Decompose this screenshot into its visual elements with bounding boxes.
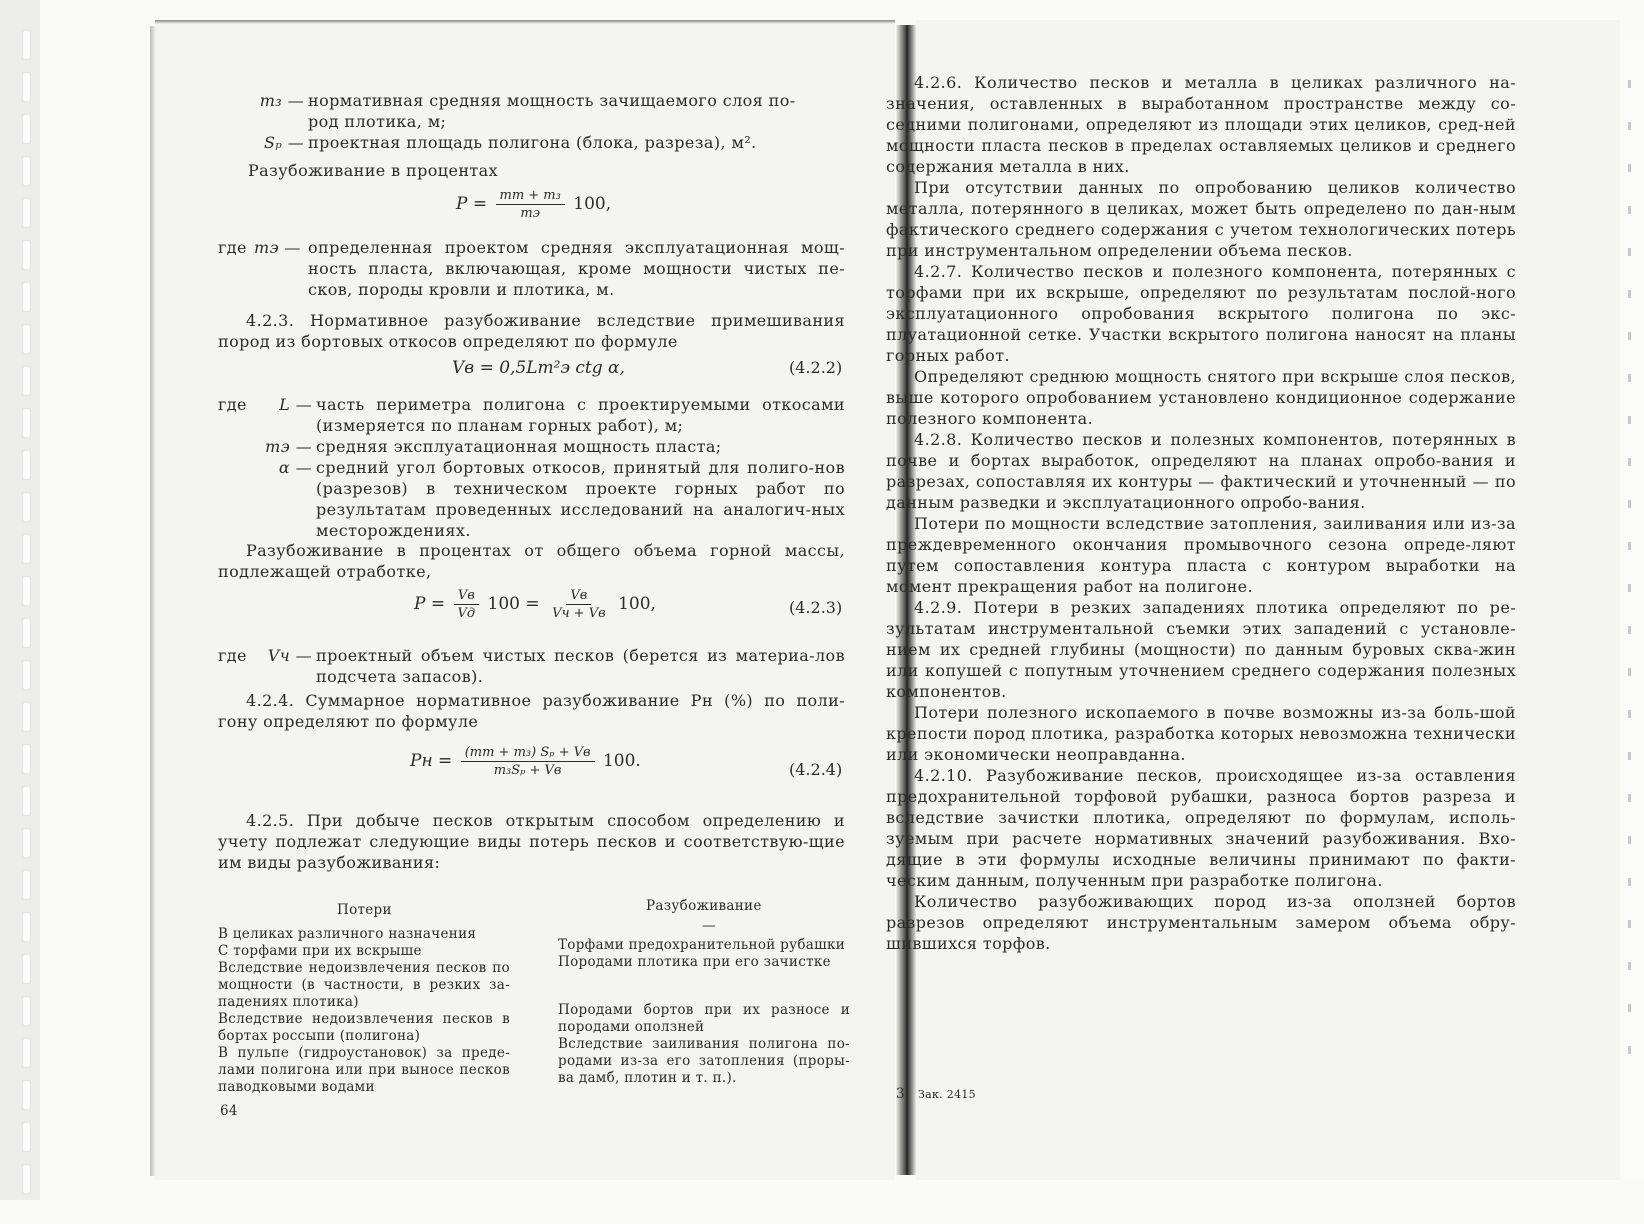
definition-text: средняя эксплуатационная мощность пласта; (316, 437, 722, 456)
equation-number: (4.2.2) (789, 358, 843, 377)
binding-hole (22, 156, 31, 186)
margin-tick (1628, 290, 1631, 298)
binding-hole (22, 72, 31, 102)
dilution-total-volume: Разубоживание в процентах от общего объема горной массы, подлежащей отработке, (218, 541, 845, 581)
formula-4-2-2: Vв = 0,5Lm²э ctg α, (452, 358, 625, 378)
binding-hole (22, 534, 31, 564)
formula-lhs: P = (456, 194, 488, 214)
definition-term: α — (278, 458, 312, 477)
dilution-column-header: Разубоживание (646, 898, 762, 914)
formula-fraction (454, 588, 480, 621)
definition-term (220, 111, 308, 132)
margin-tick (1628, 1046, 1631, 1054)
where-word: где (218, 395, 247, 414)
where-block-2 (218, 394, 845, 541)
where-word (218, 436, 254, 457)
definition-row (220, 111, 845, 132)
definition-row (218, 457, 845, 541)
binding-hole (22, 114, 31, 144)
paragraph-4-2-8: 4.2.8. Количество песков и полезных компонентов, потерянных в почве и бортах выработок, определяют на планах опробо-вания и разрезах, сопоставляя их контуры — фактический и уточненный — по данным разведки и эксплуатационного опробо-вания. (886, 430, 1516, 512)
definition-text: проектный объем чистых песков (берется из материа-лов подсчета запасов). (316, 646, 845, 686)
definition-row (218, 394, 845, 436)
footer-signature-number: 3 (896, 1086, 905, 1102)
definition-text: средний угол бортовых откосов, принятый для полиго-нов (разрезов) в техническом проекте горных работ по результатам проведенных исследований на аналогич-ных месторождениях. (316, 458, 845, 540)
margin-tick (1628, 962, 1631, 970)
binding-hole (22, 282, 31, 312)
definition-term: Vч — (267, 646, 312, 665)
paragraph: Потери полезного ископаемого в почве возможны из-за боль-шой крепости пород плотика, разработка которых невозможна технически или экономически неоправданна. (886, 703, 1516, 764)
definition-term: mэ — (254, 238, 301, 257)
margin-tick (1628, 500, 1631, 508)
right-page-text (886, 72, 1516, 954)
binding-hole (22, 366, 31, 396)
definition-row (218, 436, 845, 457)
binding-hole (22, 1080, 31, 1110)
fraction-denominator: Vч + Vв (552, 606, 606, 621)
binding-hole (22, 828, 31, 858)
definition-list-top (220, 90, 845, 153)
dilution-percent-heading: Разубоживание в процентах (248, 161, 498, 180)
margin-tick (1628, 626, 1631, 634)
losses-column: В целиках различного назначения С торфами при их вскрыше Вследствие недоизвлечения песков по мощности (в частности, в резких за-падениях плотика) Вследствие недоизвлечения песков в бортах россыпи (полигона) В пульпе (гидроустановок) за преде-лами полигона или при выносе песков паводковыми водами (218, 926, 510, 1095)
formula-dilution-percent (456, 188, 611, 221)
definition-term: L — (279, 395, 312, 414)
binding-hole (22, 1164, 31, 1194)
binding-hole (22, 744, 31, 774)
binding-hole (22, 30, 31, 60)
formula-lhs: P = (414, 594, 446, 614)
definition-term: mэ — (265, 437, 312, 456)
definition-text: нормативная средняя мощность зачищаемого слоя по- (308, 91, 796, 110)
margin-tick (1628, 794, 1631, 802)
binding-hole (22, 408, 31, 438)
fraction-denominator: m₃Sₚ + Vв (493, 763, 562, 778)
formula-4-2-3 (414, 588, 656, 621)
margin-tick (1628, 878, 1631, 886)
binding-hole (22, 618, 31, 648)
binding-hole (22, 954, 31, 984)
paragraph-4-2-10: 4.2.10. Разубоживание песков, происходящее из-за оставления предохранительной торфовой рубашки, разноса бортов разреза и вследствие зачистки плотика, определяют по формулам, исполь-зуемым при расчете нормативных значений разубоживания. Вхо-дящие в эти формулы исходные величины принимают по факти-ческим данным, полученным при разработке полигона. (886, 766, 1516, 890)
binding-hole (22, 870, 31, 900)
margin-tick (1628, 332, 1631, 340)
right-margin-strip (1622, 40, 1644, 1180)
margin-tick (1628, 836, 1631, 844)
margin-tick (1628, 206, 1631, 214)
margin-tick (1628, 542, 1631, 550)
margin-tick (1628, 710, 1631, 718)
binding-hole (22, 324, 31, 354)
margin-tick (1628, 752, 1631, 760)
margin-tick (1628, 164, 1631, 172)
definition-text: часть периметра полигона с проектируемыми откосами (измеряется по планам горных работ), м; (316, 395, 845, 435)
footer-order-number: Зак. 2415 (918, 1088, 976, 1101)
paragraph: При отсутствии данных по опробованию целиков количество металла, потерянного в целиках, может быть определено по дан-ным фактического среднего содержания с учетом технологических потерь при инструментальном определении объема песков. (886, 178, 1516, 260)
binding-hole (22, 1122, 31, 1152)
margin-tick (1628, 458, 1631, 466)
binding-hole (22, 660, 31, 690)
dilution-column-group-1: Торфами предохранительной рубашки Породами плотика при его зачистке (558, 937, 845, 970)
left-page-top-edge (155, 20, 895, 24)
definition-term: Sₚ — (263, 133, 304, 152)
where-word (218, 457, 254, 541)
definition-row (220, 132, 845, 153)
binding-hole (22, 702, 31, 732)
where-word: где (218, 238, 247, 257)
left-page-edge (150, 26, 156, 1176)
equation-number: (4.2.3) (789, 598, 843, 617)
where-block-1 (218, 237, 845, 300)
binding-strip (0, 0, 40, 1200)
formula-tail: 100, (618, 594, 656, 614)
where-block-3 (218, 645, 845, 687)
margin-tick (1628, 584, 1631, 592)
margin-tick (1628, 668, 1631, 676)
fraction-denominator: Vд (457, 606, 476, 621)
binding-hole (22, 996, 31, 1026)
paragraph: Потери по мощности вследствие затопления, заиливания или из-за преждевременного окончания промывочного сезона опреде-ляют путем сопоставления контура пласта с контуром выработки на момент прекращения работ на полигоне. (886, 514, 1516, 596)
binding-hole (22, 492, 31, 522)
fraction-denominator: mэ (520, 206, 540, 221)
formula-middle: 100 = (487, 594, 540, 614)
dilution-column-group-2: Породами бортов при их разносе и породами оползней Вследствие заиливания полигона по-родами из-за его затопления (проры-ва дамб, плотин и т. п.). (558, 1002, 850, 1086)
losses-column-header: Потери (337, 902, 392, 918)
fraction-numerator: Vв (454, 588, 479, 605)
formula-tail: 100, (573, 194, 612, 214)
dilution-dash: — (702, 918, 716, 934)
formula-4-2-4 (410, 745, 641, 778)
equation-number: (4.2.4) (789, 760, 843, 779)
formula-lhs: Pн = (410, 751, 453, 771)
fraction-numerator: (mт + m₃) Sₚ + Vв (461, 745, 595, 762)
paragraph-4-2-9: 4.2.9. Потери в резких западениях плотика определяют по ре-зультатам инструментальной съемки этих западений с установле-нием их средней глубины (мощности) по данным буровых сква-жин или копушей с попутным уточнением среднего содержания полезных компонентов. (886, 598, 1516, 701)
paragraph: Количество разубоживающих пород из-за оползней бортов разрезов определяют инструментальным замером объема обру-шившихся торфов. (886, 892, 1516, 953)
where-word: где (218, 646, 247, 665)
paragraph-4-2-7: 4.2.7. Количество песков и полезного компонента, потерянных с торфами при их вскрыше, определяют по результатам послой-ного эксплуатационного опробования вскрытого полигона по экс-плуатационной сетке. Участки вскрытого полигона наносят на планы горных работ. (886, 262, 1516, 365)
binding-hole (22, 198, 31, 228)
section-4-2-4: 4.2.4. Суммарное нормативное разубоживание Pн (%) по поли-гону определяют по формуле (218, 691, 845, 731)
formula-fraction (548, 588, 610, 621)
binding-hole (22, 450, 31, 480)
section-4-2-5: 4.2.5. При добыче песков открытым способом определению и учету подлежат следующие виды потерь песков и соответствую-щие им виды разубоживания: (218, 811, 845, 872)
page-number: 64 (220, 1103, 238, 1119)
margin-tick (1628, 248, 1631, 256)
binding-hole (22, 912, 31, 942)
margin-tick (1628, 122, 1631, 130)
definition-text: определенная проектом средняя эксплуатационная мощ-ность пласта, включающая, кроме мощности чистых пе-сков, породы кровли и плотика, м. (308, 238, 845, 299)
binding-hole (22, 786, 31, 816)
fraction-numerator: mт + m₃ (496, 188, 565, 205)
definition-text: род плотика, м; (308, 112, 447, 131)
definition-row (218, 645, 845, 687)
fraction-numerator: Vв (566, 588, 591, 605)
margin-tick (1628, 1004, 1631, 1012)
definition-row (220, 90, 845, 111)
formula-fraction (496, 188, 565, 221)
formula-fraction (461, 745, 595, 778)
formula-tail: 100. (602, 751, 641, 771)
binding-hole (22, 576, 31, 606)
paragraph-4-2-6: 4.2.6. Количество песков и металла в целиках различного на-значения, оставленных в выработанном пространстве между со-седними полигонами, определяют из площади этих целиков, сред-ней мощности пласта песков в пределах оставляемых целиков и среднего содержания металла в них. (886, 73, 1516, 176)
section-4-2-3: 4.2.3. Нормативное разубоживание вследствие примешивания пород из бортовых откосов определяют по формуле (218, 311, 845, 351)
binding-hole (22, 1038, 31, 1068)
definition-term: m₃ — (259, 91, 304, 110)
definition-row (218, 237, 845, 300)
paragraph: Определяют среднюю мощность снятого при вскрыше слоя песков, выше которого опробованием установлено кондиционное содержание полезного компонента. (886, 367, 1516, 428)
margin-tick (1628, 374, 1631, 382)
binding-hole (22, 240, 31, 270)
margin-tick (1628, 920, 1631, 928)
margin-tick (1628, 416, 1631, 424)
margin-tick (1628, 80, 1631, 88)
definition-text: проектная площадь полигона (блока, разреза), м². (308, 133, 757, 152)
